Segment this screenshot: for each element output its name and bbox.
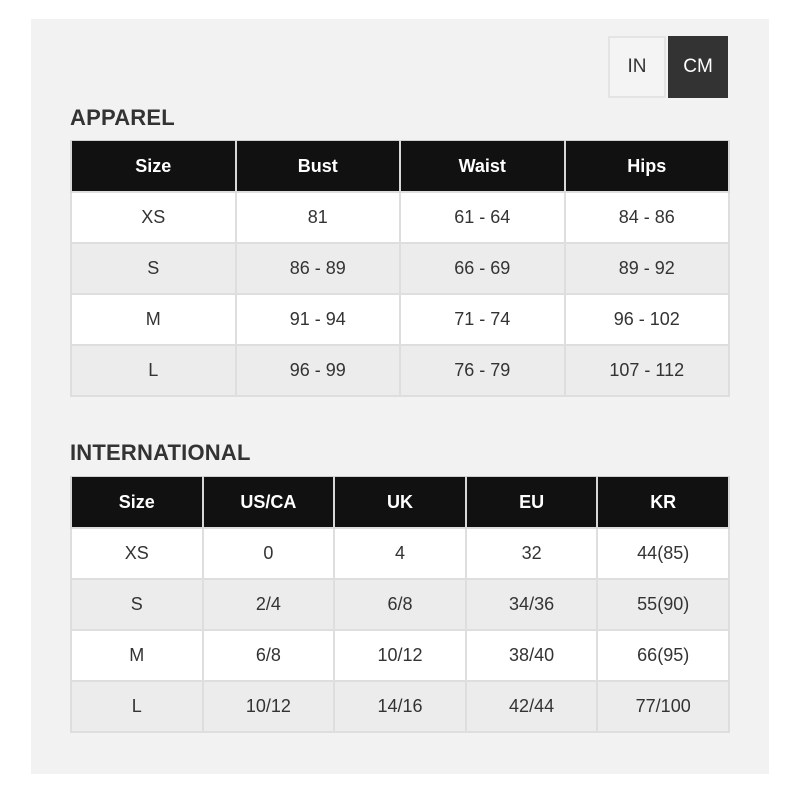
table-cell: XS <box>71 192 236 243</box>
unit-toggle <box>608 36 728 98</box>
column-header: UK <box>334 477 466 529</box>
table-cell: 77/100 <box>597 681 729 732</box>
table-cell: 66(95) <box>597 630 729 681</box>
table-cell: M <box>71 294 236 345</box>
table-cell: 91 - 94 <box>236 294 401 345</box>
unit-cm-button[interactable]: CM <box>668 36 728 98</box>
apparel-table <box>70 140 730 397</box>
table-cell: M <box>71 630 203 681</box>
table-row <box>71 192 729 243</box>
column-header: Bust <box>236 141 401 193</box>
table-cell: 14/16 <box>334 681 466 732</box>
table-header-row <box>71 141 729 193</box>
table-row <box>71 243 729 294</box>
table-header-row <box>71 477 729 529</box>
table-cell: 71 - 74 <box>400 294 565 345</box>
table-row <box>71 528 729 579</box>
apparel-title: APPAREL <box>70 105 175 130</box>
table-cell: 61 - 64 <box>400 192 565 243</box>
table-cell: 38/40 <box>466 630 598 681</box>
unit-in-button[interactable]: IN <box>608 36 666 98</box>
table-cell: 32 <box>466 528 598 579</box>
table-cell: 6/8 <box>203 630 335 681</box>
table-cell: 96 - 99 <box>236 345 401 396</box>
table-cell: 6/8 <box>334 579 466 630</box>
table-cell: 86 - 89 <box>236 243 401 294</box>
international-table <box>70 476 730 733</box>
table-cell: 34/36 <box>466 579 598 630</box>
table-cell: L <box>71 681 203 732</box>
table-cell: 66 - 69 <box>400 243 565 294</box>
table-cell: S <box>71 243 236 294</box>
column-header: KR <box>597 477 729 529</box>
column-header: Hips <box>565 141 730 193</box>
column-header: Waist <box>400 141 565 193</box>
table-cell: 10/12 <box>334 630 466 681</box>
table-cell: 42/44 <box>466 681 598 732</box>
column-header: Size <box>71 141 236 193</box>
table-cell: S <box>71 579 203 630</box>
table-row <box>71 345 729 396</box>
table-cell: XS <box>71 528 203 579</box>
column-header: EU <box>466 477 598 529</box>
table-cell: 76 - 79 <box>400 345 565 396</box>
table-row <box>71 681 729 732</box>
table-row <box>71 630 729 681</box>
table-cell: 89 - 92 <box>565 243 730 294</box>
table-row <box>71 579 729 630</box>
table-cell: 2/4 <box>203 579 335 630</box>
table-cell: 44(85) <box>597 528 729 579</box>
column-header: Size <box>71 477 203 529</box>
table-cell: 4 <box>334 528 466 579</box>
table-cell: 0 <box>203 528 335 579</box>
table-cell: 107 - 112 <box>565 345 730 396</box>
table-cell: 10/12 <box>203 681 335 732</box>
table-cell: 55(90) <box>597 579 729 630</box>
table-cell: 96 - 102 <box>565 294 730 345</box>
table-cell: L <box>71 345 236 396</box>
table-row <box>71 294 729 345</box>
international-title: INTERNATIONAL <box>70 440 251 465</box>
table-cell: 81 <box>236 192 401 243</box>
size-chart-panel <box>31 19 769 774</box>
table-cell: 84 - 86 <box>565 192 730 243</box>
column-header: US/CA <box>203 477 335 529</box>
